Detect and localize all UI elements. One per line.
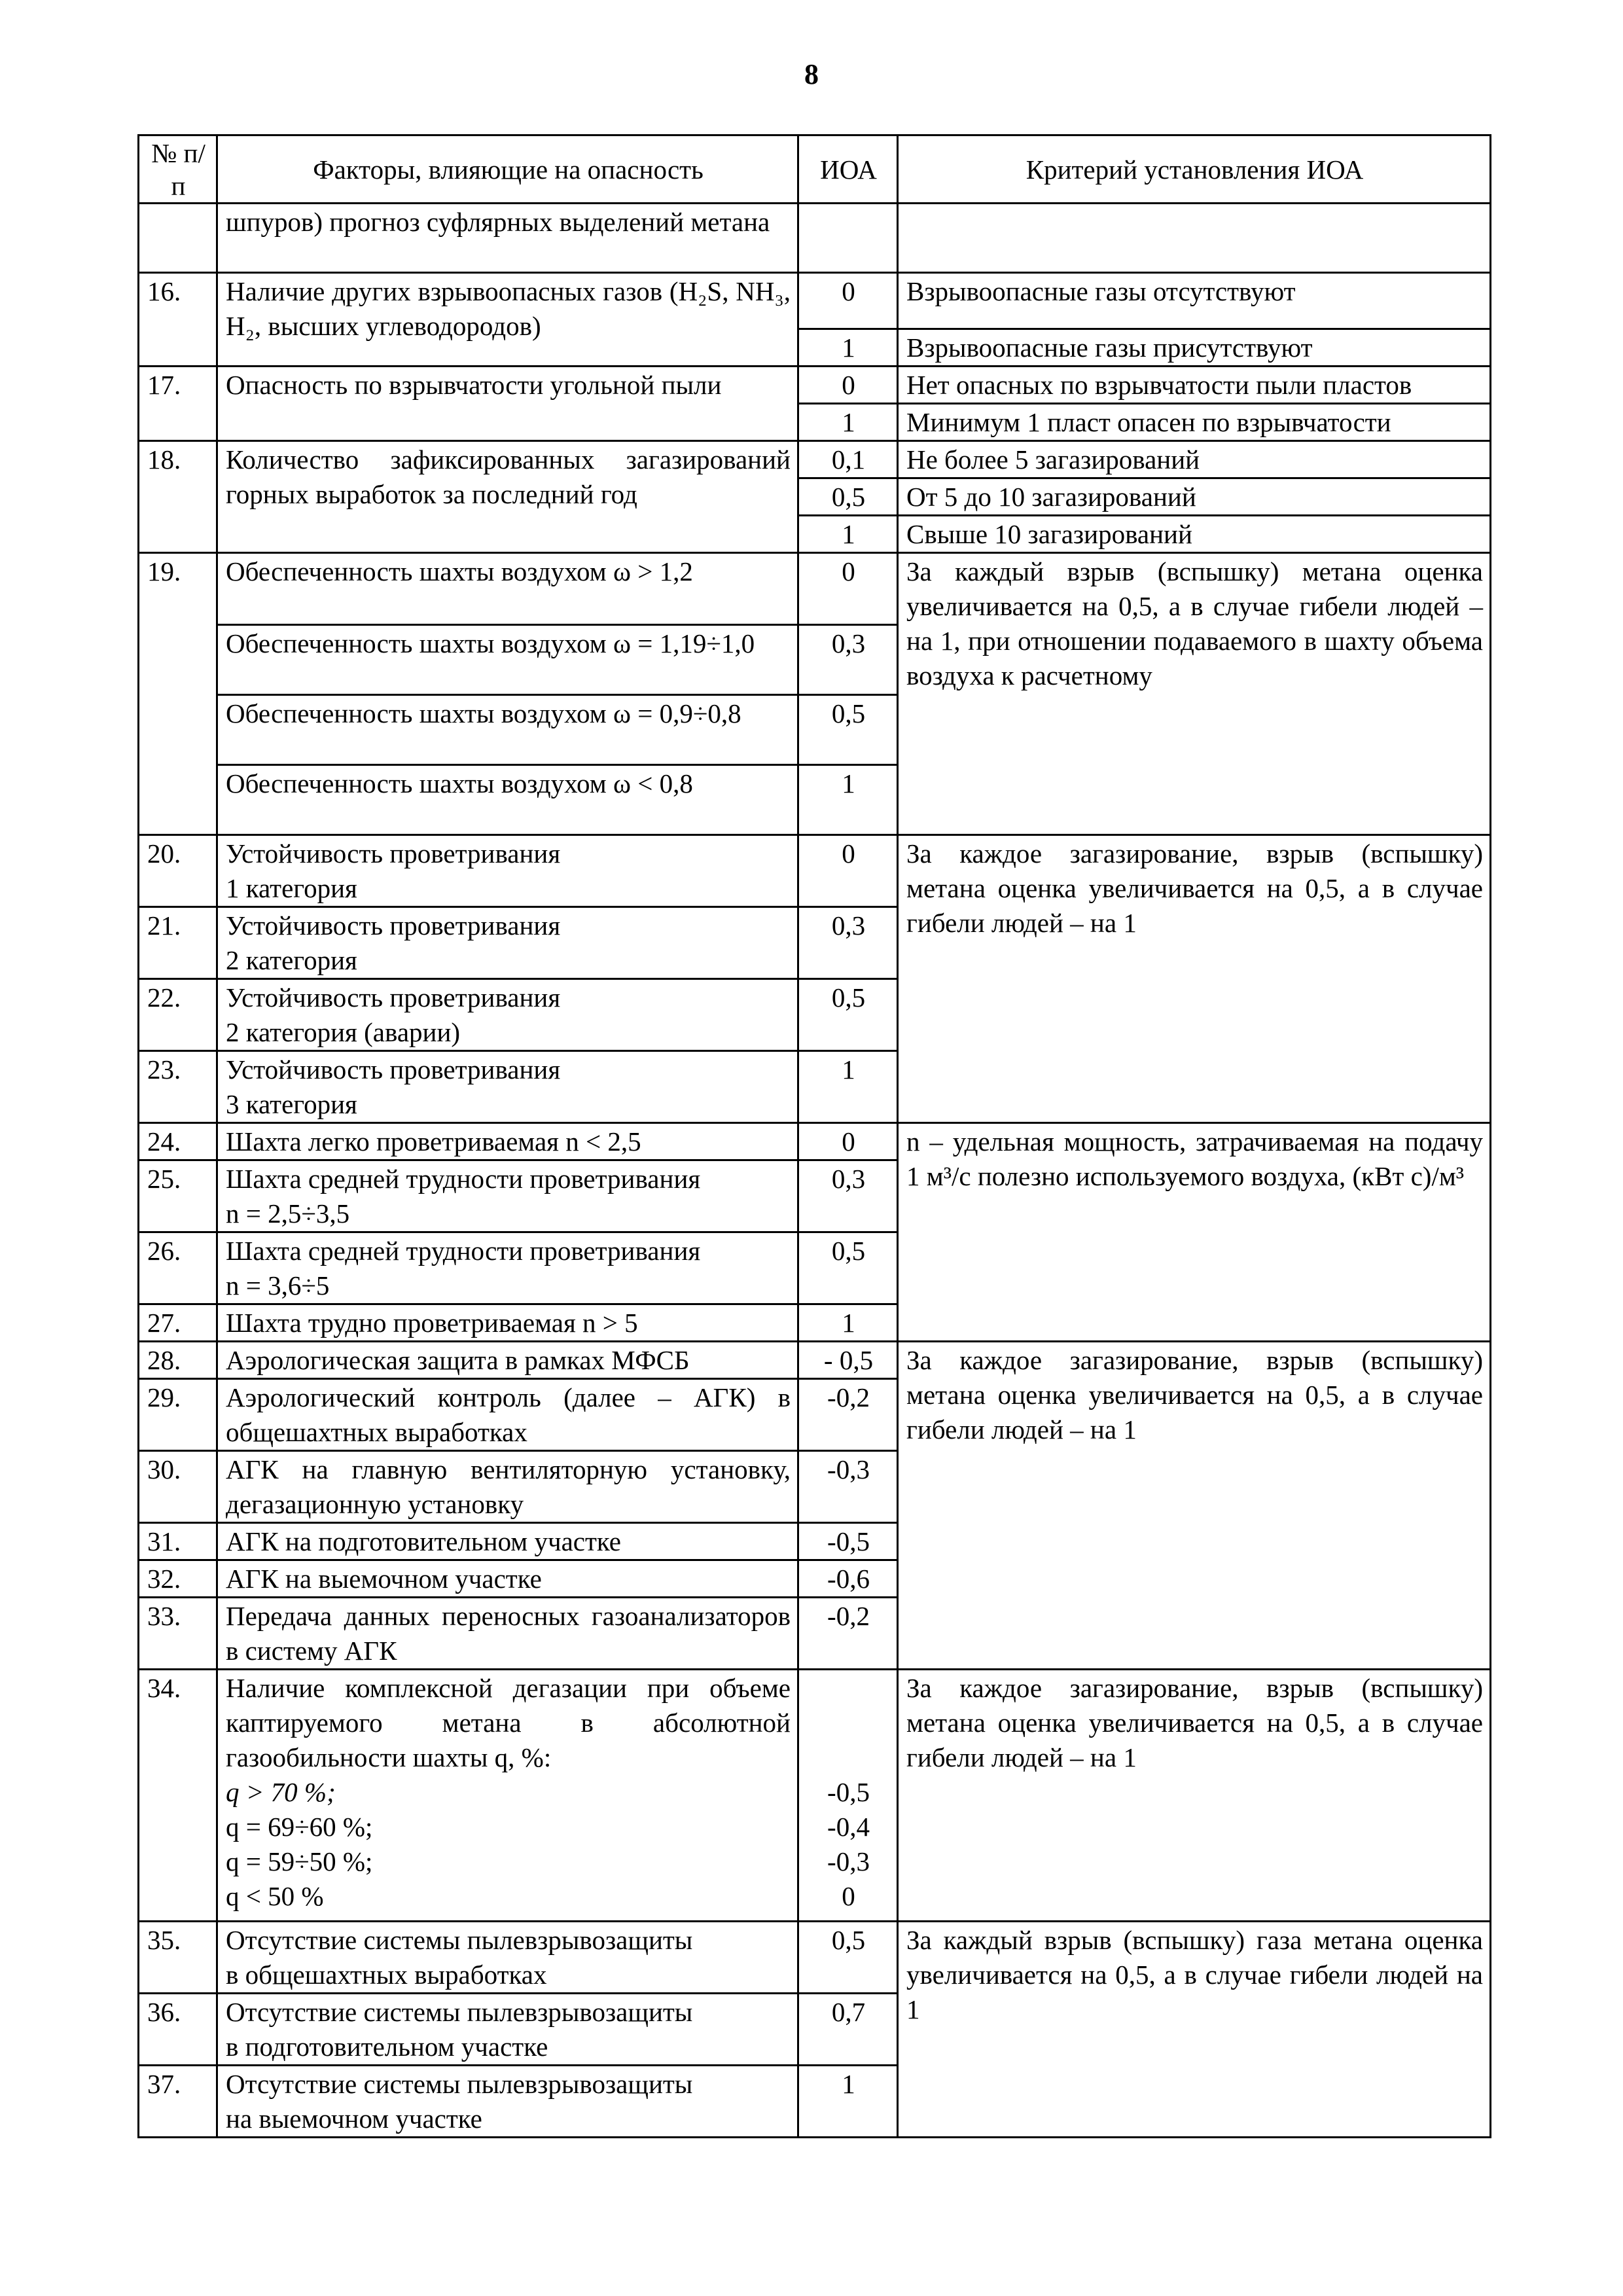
table-row xyxy=(139,553,1491,625)
cell-num: 23. xyxy=(139,1051,217,1123)
cell-num: 18. xyxy=(139,441,217,553)
cell-ioa: 0,5 xyxy=(798,695,898,765)
cell-ioa: 0,1 xyxy=(798,441,898,478)
cell-ioa: 1 xyxy=(798,329,898,367)
cell-criterion: Взрывоопасные газы отсутствуют xyxy=(898,273,1491,329)
header-ioa: ИОА xyxy=(798,135,898,204)
cell-ioa: -0,5 xyxy=(798,1523,898,1560)
cell-factor xyxy=(217,1670,798,1922)
cell-ioa: 1 xyxy=(798,1051,898,1123)
cell-ioa: 0,3 xyxy=(798,625,898,695)
cell-ioa: 0,5 xyxy=(798,1922,898,1994)
cell-ioa: 0 xyxy=(798,1123,898,1160)
page-number: 8 xyxy=(804,58,819,90)
cell-ioa: 0,5 xyxy=(798,478,898,516)
cell-ioa: -0,6 xyxy=(798,1560,898,1598)
cell-factor: Отсутствие системы пылевзрывозащиты на выемочном участке xyxy=(217,2066,798,2138)
cell-ioa: -0,3 xyxy=(798,1451,898,1523)
header-criterion: Критерий установления ИОА xyxy=(898,135,1491,204)
cell-num: 26. xyxy=(139,1232,217,1304)
cell-criterion: n – удельная мощность, затрачиваемая на подачу 1 м³/с полезно используемого воздуха, (кВт с)/м³ xyxy=(898,1123,1491,1342)
cell-criterion: Нет опасных по взрывчатости пыли пластов xyxy=(898,367,1491,404)
cell-factor: Количество зафиксированных загазирований горных выработок за последний год xyxy=(217,441,798,553)
cell-ioa: 0,5 xyxy=(798,979,898,1051)
cell-factor: Обеспеченность шахты воздухом ω = 1,19÷1,0 xyxy=(217,625,798,695)
cell-factor: шпуров) прогноз суфлярных выделений метана xyxy=(217,204,798,273)
cell-criterion: За каждое загазирование, взрыв (вспышку) метана оценка увеличивается на 0,5, а в случае гибели людей – на 1 xyxy=(898,1670,1491,1922)
cell-ioa: 0 xyxy=(798,835,898,907)
cell-ioa: 0 xyxy=(798,553,898,625)
header-factors: Факторы, влияющие на опасность xyxy=(217,135,798,204)
cell-factor: Передача данных переносных газоанализаторов в систему АГК xyxy=(217,1598,798,1670)
cell-num: 20. xyxy=(139,835,217,907)
factor-subline: q = 69÷60 %; xyxy=(226,1812,373,1842)
cell-ioa xyxy=(798,1670,898,1922)
cell-num xyxy=(139,204,217,273)
ioa-value: -0,3 xyxy=(827,1846,870,1876)
cell-num: 34. xyxy=(139,1670,217,1922)
cell-num: 32. xyxy=(139,1560,217,1598)
factor-subline: q > 70 %; xyxy=(226,1777,336,1807)
table-row xyxy=(139,273,1491,329)
cell-factor: Отсутствие системы пылевзрывозащиты в подготовительном участке xyxy=(217,1994,798,2066)
cell-factor: Шахта трудно проветриваемая n > 5 xyxy=(217,1304,798,1342)
cell-factor: Наличие других взрывоопасных газов (H₂S, NH₃, H₂, высших углеводородов) xyxy=(217,273,798,367)
cell-num: 28. xyxy=(139,1342,217,1379)
cell-factor: Отсутствие системы пылевзрывозащиты в общешахтных выработках xyxy=(217,1922,798,1994)
factor-subline: q = 59÷50 %; xyxy=(226,1846,373,1876)
cell-factor: Обеспеченность шахты воздухом ω > 1,2 xyxy=(217,553,798,625)
table-row xyxy=(139,1922,1491,1994)
cell-factor: Обеспеченность шахты воздухом ω < 0,8 xyxy=(217,765,798,835)
table-header-row xyxy=(139,135,1491,204)
cell-num: 37. xyxy=(139,2066,217,2138)
table-row-continuation xyxy=(139,204,1491,273)
cell-factor: Устойчивость проветривания 3 категория xyxy=(217,1051,798,1123)
hazard-factors-table xyxy=(137,134,1491,2138)
cell-num: 22. xyxy=(139,979,217,1051)
cell-ioa: 0,3 xyxy=(798,907,898,979)
cell-num: 19. xyxy=(139,553,217,835)
cell-criterion: Не более 5 загазирований xyxy=(898,441,1491,478)
cell-factor: Обеспеченность шахты воздухом ω = 0,9÷0,8 xyxy=(217,695,798,765)
table-row xyxy=(139,835,1491,907)
cell-num: 24. xyxy=(139,1123,217,1160)
cell-num: 17. xyxy=(139,367,217,441)
ioa-value: -0,4 xyxy=(827,1812,870,1842)
cell-ioa: 1 xyxy=(798,516,898,553)
cell-num: 27. xyxy=(139,1304,217,1342)
cell-criterion xyxy=(898,204,1491,273)
cell-ioa: 1 xyxy=(798,1304,898,1342)
cell-criterion: От 5 до 10 загазирований xyxy=(898,478,1491,516)
cell-num: 35. xyxy=(139,1922,217,1994)
cell-criterion: За каждый взрыв (вспышку) метана оценка увеличивается на 0,5, а в случае гибели людей – на 1, при отношении подаваемого в шахту объема воздуха к расчетному xyxy=(898,553,1491,835)
cell-ioa: 1 xyxy=(798,2066,898,2138)
cell-ioa: 1 xyxy=(798,404,898,441)
factor-text: Наличие комплексной дегазации при объеме каптируемого метана в абсолютной газообильности шахты q, %: xyxy=(226,1673,791,1772)
table-row xyxy=(139,367,1491,404)
cell-ioa: -0,2 xyxy=(798,1379,898,1451)
cell-factor: Устойчивость проветривания 2 категория xyxy=(217,907,798,979)
cell-factor: Шахта легко проветриваемая n < 2,5 xyxy=(217,1123,798,1160)
cell-factor: Аэрологическая защита в рамках МФСБ xyxy=(217,1342,798,1379)
cell-ioa: 0,7 xyxy=(798,1994,898,2066)
table-row xyxy=(139,1123,1491,1160)
cell-num: 33. xyxy=(139,1598,217,1670)
cell-ioa: 0 xyxy=(798,367,898,404)
table-row xyxy=(139,1342,1491,1379)
cell-ioa: 0 xyxy=(798,273,898,329)
header-num: № п/п xyxy=(139,135,217,204)
cell-criterion: За каждое загазирование, взрыв (вспышку) метана оценка увеличивается на 0,5, а в случае гибели людей – на 1 xyxy=(898,835,1491,1123)
cell-criterion: За каждое загазирование, взрыв (вспышку) метана оценка увеличивается на 0,5, а в случае гибели людей – на 1 xyxy=(898,1342,1491,1670)
cell-criterion: За каждый взрыв (вспышку) газа метана оценка увеличивается на 0,5, а в случае гибели людей на 1 xyxy=(898,1922,1491,2138)
cell-factor: АГК на выемочном участке xyxy=(217,1560,798,1598)
cell-ioa: 1 xyxy=(798,765,898,835)
cell-ioa: - 0,5 xyxy=(798,1342,898,1379)
cell-factor: Опасность по взрывчатости угольной пыли xyxy=(217,367,798,441)
table-row xyxy=(139,441,1491,478)
factor-subline: q < 50 % xyxy=(226,1881,324,1911)
ioa-value: -0,5 xyxy=(827,1777,870,1807)
ioa-value: 0 xyxy=(842,1881,855,1911)
cell-criterion: Взрывоопасные газы присутствуют xyxy=(898,329,1491,367)
cell-num: 30. xyxy=(139,1451,217,1523)
cell-ioa xyxy=(798,204,898,273)
cell-factor: Устойчивость проветривания 1 категория xyxy=(217,835,798,907)
cell-ioa: 0,3 xyxy=(798,1160,898,1232)
cell-criterion: Свыше 10 загазирований xyxy=(898,516,1491,553)
cell-num: 25. xyxy=(139,1160,217,1232)
cell-factor: АГК на главную вентиляторную установку, дегазационную установку xyxy=(217,1451,798,1523)
cell-num: 21. xyxy=(139,907,217,979)
cell-ioa: 0,5 xyxy=(798,1232,898,1304)
cell-factor: Устойчивость проветривания 2 категория (аварии) xyxy=(217,979,798,1051)
cell-factor: АГК на подготовительном участке xyxy=(217,1523,798,1560)
cell-num: 36. xyxy=(139,1994,217,2066)
cell-factor: Аэрологический контроль (далее – АГК) в общешахтных выработках xyxy=(217,1379,798,1451)
cell-ioa: -0,2 xyxy=(798,1598,898,1670)
cell-num: 16. xyxy=(139,273,217,367)
cell-factor: Шахта средней трудности проветривания n = 2,5÷3,5 xyxy=(217,1160,798,1232)
cell-num: 29. xyxy=(139,1379,217,1451)
cell-num: 31. xyxy=(139,1523,217,1560)
cell-factor: Шахта средней трудности проветривания n = 3,6÷5 xyxy=(217,1232,798,1304)
cell-criterion: Минимум 1 пласт опасен по взрывчатости xyxy=(898,404,1491,441)
table-row xyxy=(139,1670,1491,1922)
